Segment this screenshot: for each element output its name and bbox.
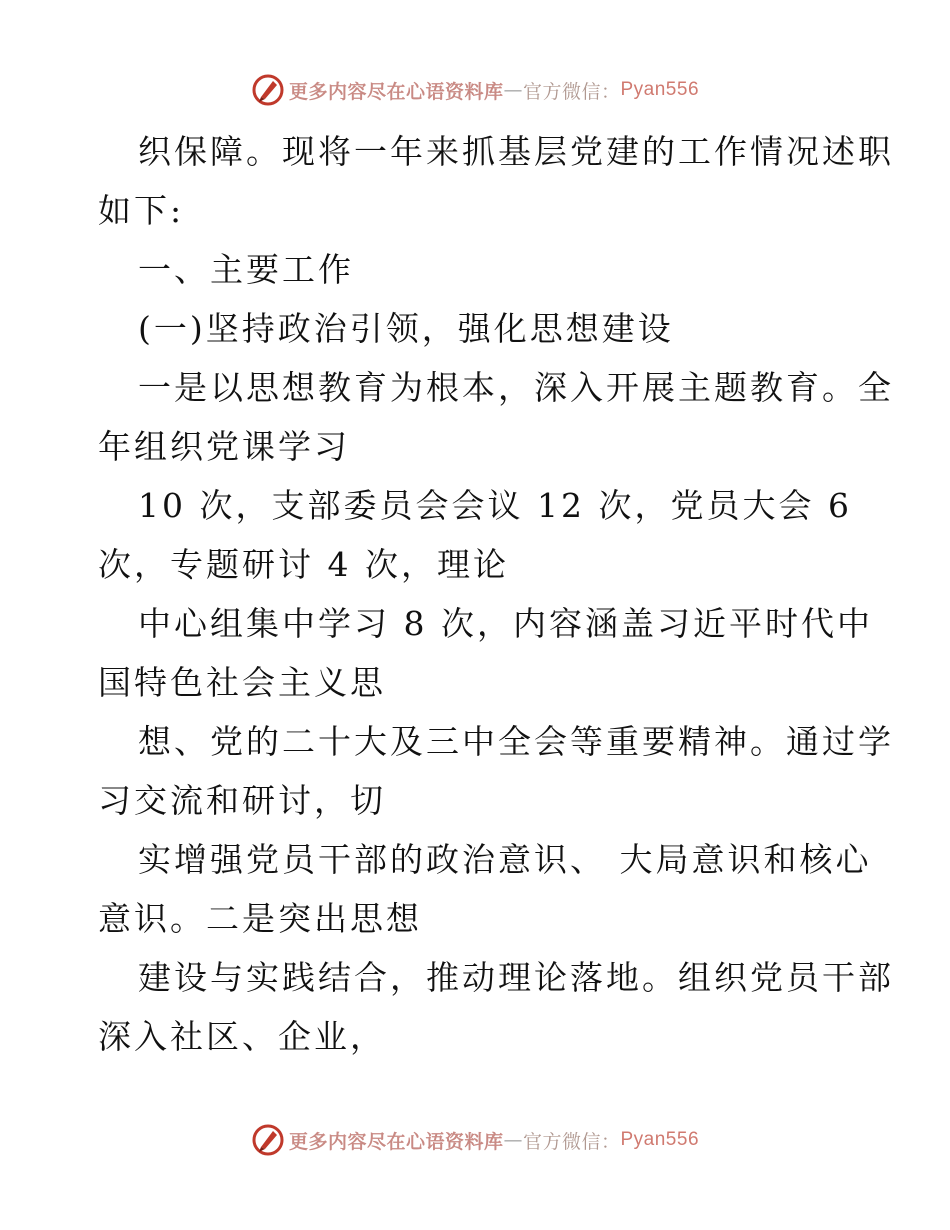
watermark-wechat-id: Pyan556 [620, 1129, 700, 1150]
header-watermark [0, 70, 950, 110]
body-line: 织保障。现将一年来抓基层党建的工作情况述职 [138, 132, 894, 171]
footer-watermark [0, 1120, 950, 1160]
body-line: 一是以思想教育为根本，深入开展主题教育。全 [138, 368, 894, 407]
body-line: 想、党的二十大及三中全会等重要精神。通过学 [138, 722, 894, 761]
watermark-wechat-id: Pyan556 [620, 79, 700, 100]
body-line: 实增强党员干部的政治意识、 大局意识和核心 [138, 840, 872, 879]
section-heading: 一、主要工作 [138, 250, 354, 289]
watermark-dash: — [503, 79, 523, 101]
watermark-dash: — [503, 1129, 523, 1151]
watermark-main-text: 更多内容尽在心语资料库 [288, 80, 504, 103]
watermark-sub-text: 官方微信： [522, 1130, 621, 1153]
body-line: 10 次，支部委员会会议 12 次，党员大会 6 [138, 486, 852, 525]
body-line: 深入社区、企业， [98, 1017, 386, 1056]
body-line: 年组织党课学习 [98, 427, 350, 466]
body-line: 国特色社会主义思 [98, 663, 386, 702]
document-body [98, 122, 894, 1066]
body-line: 意识。二是突出思想 [98, 899, 422, 938]
body-line: 次，专题研讨 4 次，理论 [98, 545, 509, 584]
watermark-main-text: 更多内容尽在心语资料库 [288, 1130, 504, 1153]
watermark-sub-text: 官方微信： [522, 80, 621, 103]
watermark-logo-icon [251, 73, 285, 107]
body-line: 中心组集中学习 8 次，内容涵盖习近平时代中 [138, 604, 873, 643]
body-line: 如下: [98, 191, 185, 230]
body-line: 习交流和研讨，切 [98, 781, 386, 820]
watermark-logo-icon [251, 1123, 285, 1157]
body-line: 建设与实践结合，推动理论落地。组织党员干部 [138, 958, 894, 997]
subsection-heading: (一)坚持政治引领，强化思想建设 [138, 309, 674, 348]
